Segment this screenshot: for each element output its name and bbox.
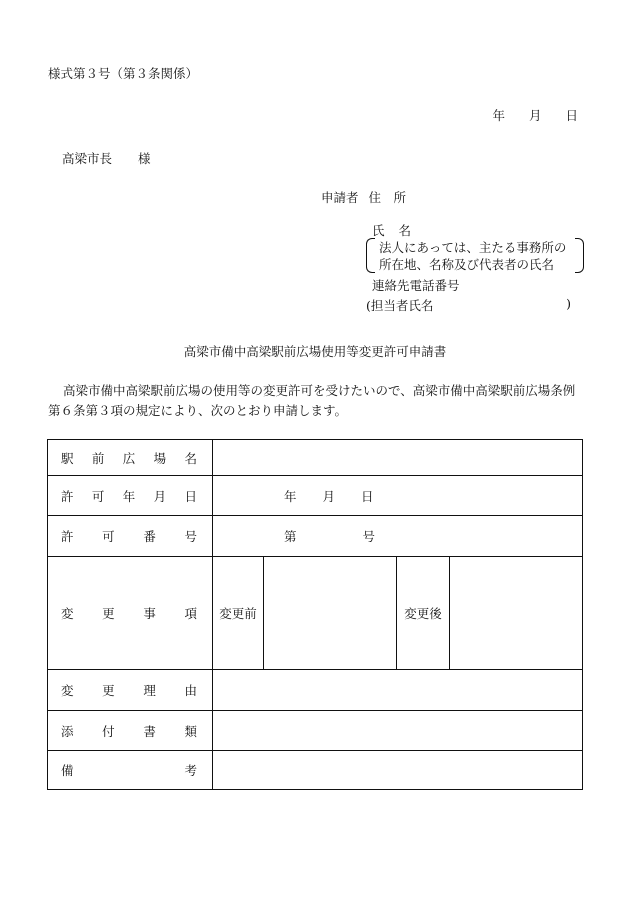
right-bracket	[575, 238, 584, 273]
person-in-charge-close: )	[566, 296, 571, 311]
date-day: 日	[565, 108, 578, 123]
left-bracket	[366, 238, 375, 273]
person-in-charge-row	[366, 296, 571, 314]
applicant-label: 申請者	[321, 190, 359, 205]
form-number-label: 様式第３号（第３条関係）	[48, 66, 199, 81]
attachments-field[interactable]	[213, 711, 583, 751]
row-attachments	[48, 711, 583, 751]
row-change-items	[48, 557, 583, 670]
date-year: 年	[492, 108, 505, 123]
addressee-name: 高梁市長	[62, 151, 113, 166]
addressee	[62, 149, 151, 167]
name-label-1: 氏	[372, 223, 385, 238]
change-reason-field[interactable]	[213, 670, 583, 711]
name-label-2: 名	[398, 223, 412, 238]
remarks-field[interactable]	[213, 751, 583, 790]
before-field[interactable]	[264, 557, 397, 670]
station-square-field[interactable]	[213, 440, 583, 476]
change-items-label: 変 更 事 項	[48, 557, 213, 670]
corporation-note	[366, 237, 584, 273]
before-label: 変更前	[213, 557, 264, 670]
body-text-line1: 高梁市備中高梁駅前広場の使用等の変更許可を受けたいので、高梁市備中高梁駅前広場条例	[63, 383, 576, 398]
addressee-honorific: 様	[138, 151, 151, 166]
date-month: 月	[528, 108, 542, 123]
permit-number-label: 許 可 番 号	[48, 516, 213, 557]
permit-date-label: 許 可 年 月 日	[48, 476, 213, 516]
permit-date-field[interactable]: 年 月 日	[213, 476, 583, 516]
body-text-line2: 第６条第３項の規定により、次のとおり申請します。	[48, 403, 348, 418]
row-station-square	[48, 440, 583, 476]
row-remarks	[48, 751, 583, 790]
contact-phone-label: 連絡先電話番号	[372, 278, 460, 293]
station-square-label: 駅 前 広 場 名	[48, 440, 213, 476]
corp-note-line1: 法人にあっては、主たる事務所の	[379, 240, 567, 255]
row-permit-date	[48, 476, 583, 516]
person-in-charge-label: (担当者氏名	[366, 298, 434, 313]
change-reason-label: 変 更 理 由	[48, 670, 213, 711]
application-table	[47, 439, 583, 790]
remarks-label: 備 考	[48, 751, 213, 790]
corp-note-line2: 所在地、名称及び代表者の氏名	[379, 257, 555, 272]
row-permit-number	[48, 516, 583, 557]
row-change-reason	[48, 670, 583, 711]
after-field[interactable]	[450, 557, 583, 670]
after-label: 変更後	[397, 557, 450, 670]
address-label: 住 所	[368, 190, 407, 205]
applicant-address-row	[321, 188, 406, 206]
attachments-label: 添 付 書 類	[48, 711, 213, 751]
document-title: 高梁市備中高梁駅前広場使用等変更許可申請書	[183, 344, 447, 359]
submission-date	[468, 106, 578, 124]
permit-number-field[interactable]: 第 号	[213, 516, 583, 557]
